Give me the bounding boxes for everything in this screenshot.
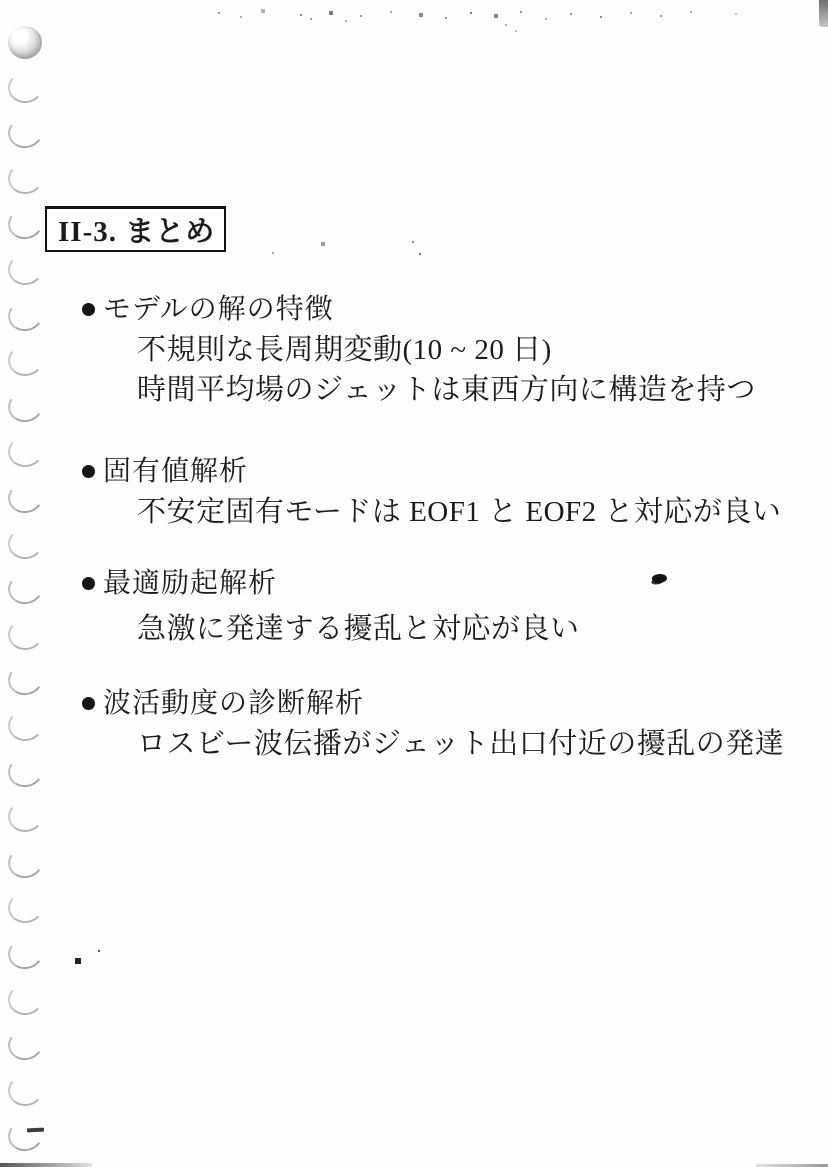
binding-hole-shadow <box>7 526 45 560</box>
binding-hole-shadow <box>5 114 46 152</box>
title-box <box>45 206 226 252</box>
scan-edge-top-right <box>819 0 828 27</box>
binding-hole-shadow <box>5 661 46 699</box>
bullet-item-model-solution <box>80 290 800 410</box>
bullet-item-wave-activity <box>80 684 800 764</box>
bullet-icon <box>82 465 95 478</box>
binding-hole-shadow <box>5 843 46 881</box>
bullet-heading: モデルの解の特徴 <box>103 294 334 325</box>
bullet-line: 不安定固有モードは EOF1 と EOF2 と対応が良い <box>137 496 782 528</box>
bullet-line: 時間平均場のジェットは東西方向に構造を持つ <box>137 374 756 406</box>
binding-hole-shadow <box>7 617 45 651</box>
binding-hole-shadow <box>7 982 45 1016</box>
binding-hole-shadow <box>5 1026 46 1064</box>
binding-hole-shadow <box>5 296 46 334</box>
binding-hole-shadow <box>8 26 42 59</box>
bullet-heading: 波活動度の診断解析 <box>103 688 365 719</box>
bullet-heading: 最適励起解析 <box>103 568 278 599</box>
spiral-binding-holes <box>0 0 60 1167</box>
scan-noise-specks <box>0 0 2 2</box>
binding-hole-shadow <box>5 479 46 517</box>
bullet-icon <box>82 577 95 590</box>
bullet-line: ロスビー波伝播がジェット出口付近の擾乱の発達 <box>137 728 785 760</box>
binding-hole-shadow <box>5 570 46 608</box>
binding-hole-shadow <box>7 161 45 195</box>
binding-hole-shadow <box>7 709 45 743</box>
bullet-heading: 固有値解析 <box>103 456 249 487</box>
bullet-icon <box>82 697 95 710</box>
bullet-item-eigenvalue-analysis <box>80 452 800 532</box>
binding-hole-shadow <box>5 752 46 790</box>
bullet-line: 急激に発達する擾乱と対応が良い <box>137 613 580 645</box>
scan-edge-bottom-left <box>0 1163 92 1167</box>
binding-hole-shadow <box>7 344 45 378</box>
binding-hole-shadow <box>5 935 46 973</box>
page-title: II-3. まとめ <box>58 216 216 248</box>
binding-hole-shadow <box>7 800 45 834</box>
binding-hole-shadow <box>5 205 46 243</box>
binding-hole-shadow <box>7 253 45 287</box>
bullet-item-optimal-excitation <box>80 564 800 649</box>
binding-hole-shadow <box>5 1117 46 1155</box>
binding-hole-shadow <box>7 435 45 469</box>
binding-hole-shadow <box>7 891 45 925</box>
bullet-icon <box>82 303 95 316</box>
bullet-line: 不規則な長周期変動(10 ~ 20 日) <box>137 334 552 366</box>
binding-hole-shadow <box>5 387 46 425</box>
binding-hole-shadow <box>7 70 45 104</box>
binding-hole-shadow <box>7 1073 45 1107</box>
